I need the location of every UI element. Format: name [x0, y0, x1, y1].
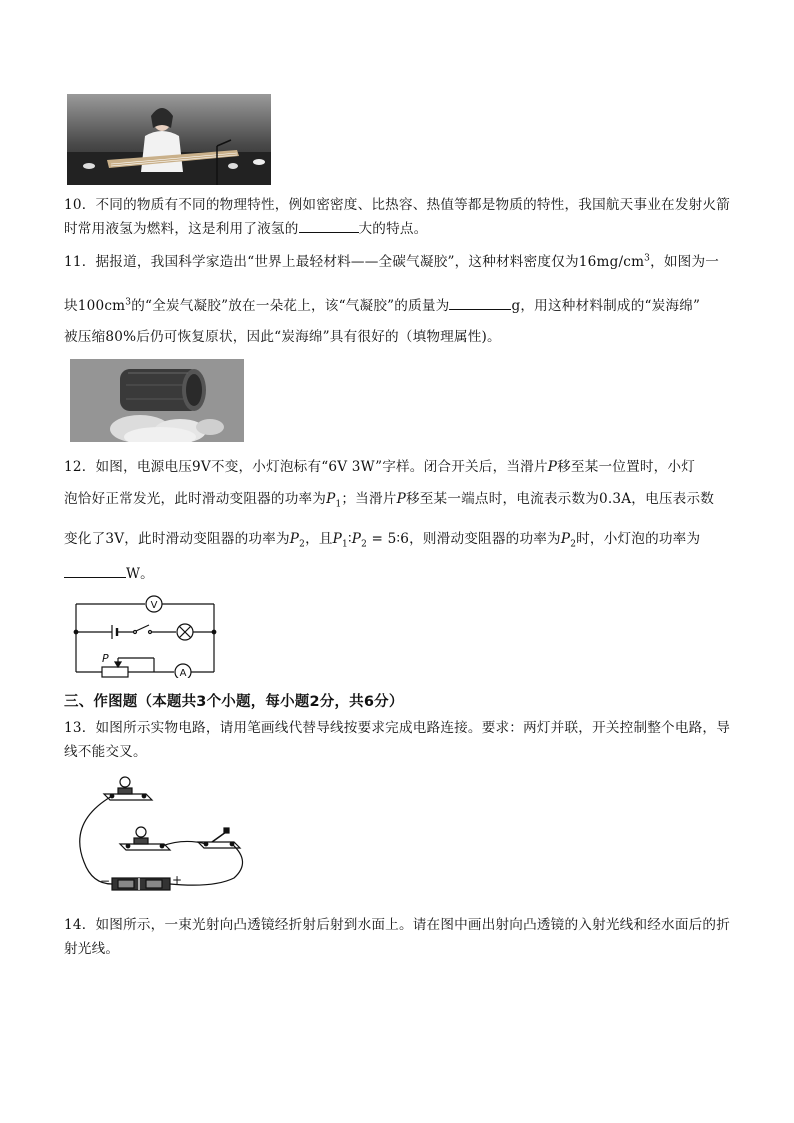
voltmeter-label: V: [150, 600, 158, 611]
q14-line2: 射光线。: [64, 941, 120, 957]
q12-line2: 泡恰好正常发光，此时滑动变阻器的功率为$P_1$；当滑片P移至某一端点时，电流表示数为0.3A，电压表示数: [64, 491, 715, 510]
q12-text-b: 移至某一位置时，小灯: [557, 459, 696, 475]
q11-text-d: 的“全炭气凝胶”放在一朵花上，该“气凝胶”的质量为: [131, 298, 450, 314]
q12-text-d: ；当滑片: [341, 491, 397, 507]
q12-text-c: 泡恰好正常发光，此时滑动变阻器的功率为: [64, 491, 327, 507]
q12-circuit-diagram: [70, 592, 220, 678]
section-3-heading: 三、作图题（本题共3个小题，每小题2分，共6分）: [64, 694, 404, 710]
q13-line2: 线不能交叉。: [64, 744, 147, 760]
guzheng-photo: [67, 94, 271, 185]
q10-answer-blank[interactable]: [299, 218, 359, 233]
q11-text-e: g，用这种材料制成的“炭海绵”: [511, 298, 701, 314]
battery-pack: [112, 878, 170, 890]
q10-text-a: 时常用液氢为燃料，这是利用了液氢的: [64, 221, 299, 237]
q11-line3: 被压缩80%后仍可恢复原状，因此“炭海绵”具有很好的（填物理属性)。: [64, 329, 501, 345]
battery-negative-label: −: [100, 874, 111, 888]
q12-line1: [64, 455, 732, 479]
q12-text-i: 时，小灯泡的功率为: [576, 531, 701, 547]
q10-line1: 10．不同的物质有不同的物理特性，例如密密度、比热容、热值等都是物质的特性，我国航天事业在发射火箭: [64, 197, 730, 213]
q12-slider-symbol: P: [547, 459, 558, 475]
q13-physical-circuit: [74, 772, 246, 896]
q12-line3: 变化了3V，此时滑动变阻器的功率为$P_2$，且$P_1∶P_2$ = 5∶6，则滑动变阻器的功率为$P_2$时，小灯泡的功率为: [64, 531, 701, 550]
q12-text-f: 变化了3V，此时滑动变阻器的功率为: [64, 531, 290, 547]
q12-line4: [64, 562, 732, 586]
q14-line1: 14．如图所示，一束光射向凸透镜经折射后射到水面上。请在图中画出射向凸透镜的入射光线和经水面后的折: [64, 917, 730, 933]
q10-text-b: 大的特点。: [358, 221, 428, 237]
q12-ratio: = 5∶6: [367, 531, 410, 547]
aerogel-photo: [70, 359, 244, 442]
q12-text-j: W。: [126, 566, 154, 582]
q13-line1: 13．如图所示实物电路，请用笔画线代替导线按要求完成电路连接。要求：两灯并联，开关控制整个电路，导: [64, 720, 730, 736]
battery-positive-label: +: [172, 873, 183, 887]
q12-answer-blank[interactable]: [64, 563, 126, 578]
q11-text-c: 块: [64, 298, 78, 314]
q12-text-a: 12．如图，电源电压9V不变，小灯泡标有“6V 3W”字样。闭合开关后，当滑片: [64, 459, 548, 475]
q12-text-e: 移至某一端点时，电流表示数为0.3A，电压表示数: [405, 491, 715, 507]
lamp-middle: [120, 827, 170, 850]
q11-text-a: 11．据报道，我国科学家造出“世界上最轻材料——全碳气凝胶”，这种材料密度仅为: [64, 254, 579, 270]
q12-p1-symbol: P: [326, 491, 336, 507]
q11-density: $16mg/cm^3$: [578, 253, 651, 270]
q12-text-h: ，则滑动变阻器的功率为: [409, 531, 561, 547]
q11-volume: $100cm^3$: [77, 297, 132, 314]
q12-text-g: ，且: [305, 531, 333, 547]
ammeter-label: A: [179, 668, 187, 678]
q11-text-b: ，如图为一: [650, 254, 720, 270]
q11-line2: [64, 294, 732, 318]
q11-answer-blank[interactable]: [449, 295, 511, 310]
q10-line2: [64, 217, 732, 241]
q11-line1: [64, 250, 732, 274]
slider-label: P: [102, 652, 109, 665]
